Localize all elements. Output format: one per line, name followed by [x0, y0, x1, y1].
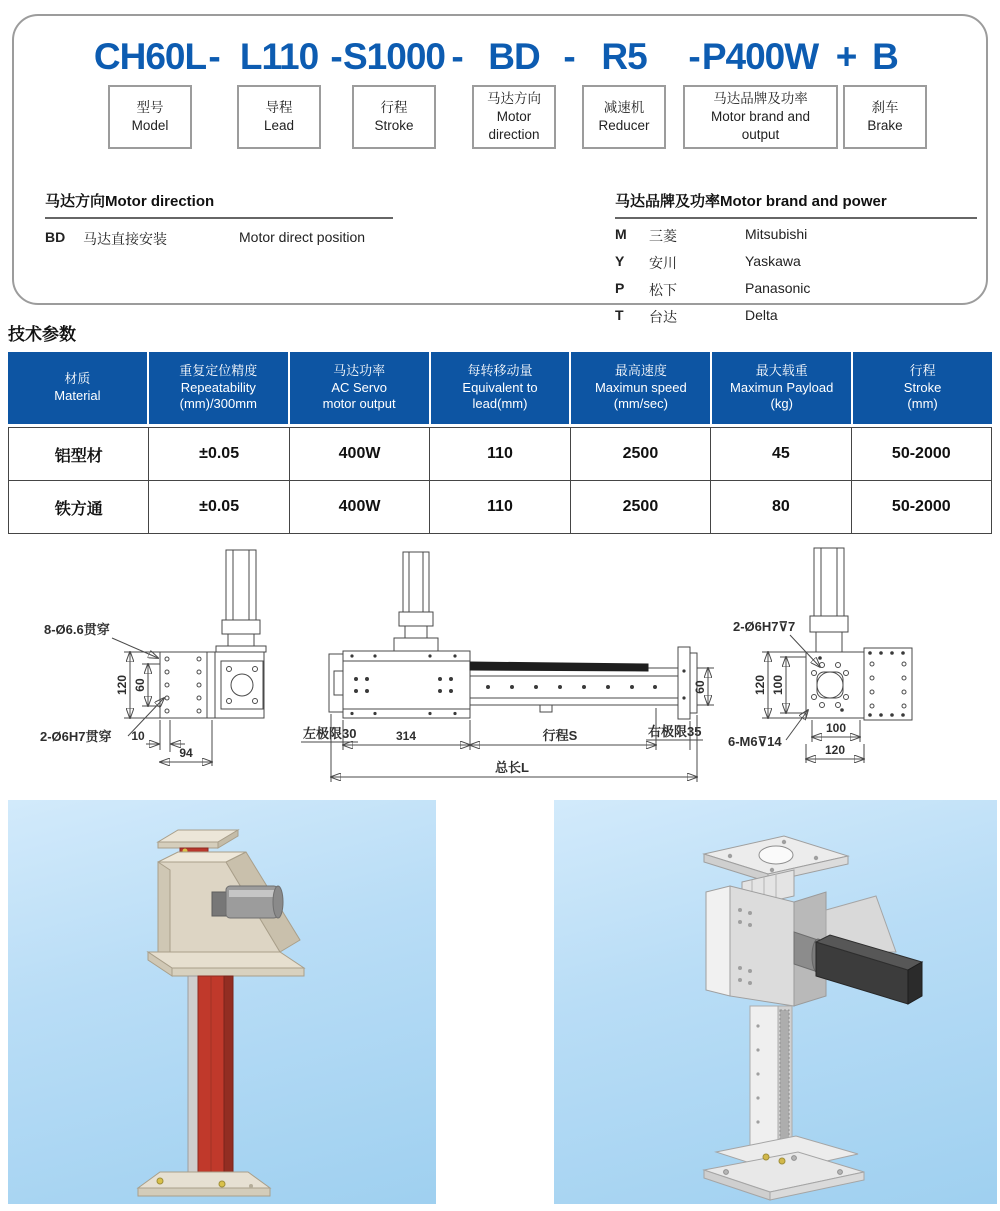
hole-callout: 8-Ø6.6贯穿: [44, 622, 110, 637]
col-en: Material: [54, 388, 101, 403]
specs-table-body: [8, 427, 992, 534]
model-code-segment: L110: [239, 36, 319, 77]
model-code-dash: -: [208, 36, 220, 77]
cell-motor-output: 400W: [290, 481, 429, 533]
column-header: [853, 352, 992, 424]
dim-label: 120: [824, 743, 846, 757]
col-unit: (mm): [907, 396, 938, 412]
motor-brand-row: [615, 253, 977, 273]
col-cn: 最高速度: [614, 362, 667, 378]
legend-en: Motor brand and output: [710, 109, 811, 142]
legend-en: Brake: [867, 118, 903, 133]
hole-callout: 6-M6⊽14: [728, 734, 782, 749]
dim-label: 100: [771, 674, 785, 696]
vertical-actuator-render-gray: [554, 800, 997, 1204]
total-length-label: 总长L: [495, 760, 529, 775]
drawing-end-view: [40, 550, 266, 766]
model-code-segment: S1000: [343, 36, 445, 77]
legend-box-model: [108, 85, 192, 149]
motor-brand-row: [615, 280, 977, 300]
cell-material: 铁方通: [9, 481, 148, 533]
model-code-segment: BD: [488, 36, 540, 77]
dim-label: 60: [133, 678, 147, 692]
option-code: BD: [45, 229, 66, 245]
option-code: P: [615, 280, 625, 296]
col-en: Stroke: [903, 379, 942, 395]
cell-max-payload: 80: [711, 481, 850, 533]
motor-direction-section: [45, 190, 393, 249]
model-code-dash: -: [563, 36, 575, 77]
legend-cn: 型号: [136, 100, 164, 116]
hole-callout: 2-Ø6H7⊽7: [733, 619, 796, 634]
col-cn: 马达功率: [333, 362, 386, 378]
cell-repeatability: ±0.05: [149, 481, 288, 533]
cell-stroke: 50-2000: [852, 481, 991, 533]
cell-max-speed: 2500: [571, 481, 710, 533]
column-header: [571, 352, 710, 424]
legend-en: Motor direction: [488, 109, 540, 142]
model-code-segment: R5: [601, 36, 647, 77]
col-unit: (kg): [770, 396, 793, 412]
option-cn: 安川: [649, 255, 677, 271]
legend-en: Reducer: [598, 118, 650, 133]
legend-box-motor-direction: [472, 85, 556, 149]
dim-label: 10: [131, 729, 145, 743]
col-en: Equivalent to: [462, 379, 538, 395]
drawing-side-view: [301, 552, 714, 782]
cell-material: 铝型材: [9, 428, 148, 480]
option-en: Motor direct position: [239, 229, 366, 245]
specs-table: [8, 352, 992, 534]
col-en: Maximun Payload: [730, 379, 834, 395]
dim-label: 94: [179, 746, 193, 760]
legend-cn: 马达品牌及功率: [713, 91, 808, 107]
motor-brand-row: [615, 307, 977, 327]
legend-en: Model: [131, 118, 169, 133]
option-en: Panasonic: [745, 280, 811, 296]
column-header: [8, 352, 147, 424]
option-cn: 台达: [649, 309, 677, 325]
dim-label: 100: [825, 721, 847, 735]
specs-section-title: 技术参数: [8, 325, 76, 344]
legend-cn: 刹车: [871, 100, 899, 116]
model-code-segment: P400W: [701, 36, 819, 77]
col-cn: 最大载重: [755, 362, 808, 378]
specs-table-header: [8, 352, 992, 424]
option-en: Yaskawa: [745, 253, 801, 269]
option-en: Delta: [745, 307, 778, 323]
dim-label: 120: [115, 674, 129, 696]
col-unit: (mm/sec): [613, 396, 668, 412]
option-cn: 三菱: [649, 228, 677, 244]
option-cn: 松下: [649, 282, 677, 298]
model-code-dash: -: [688, 36, 700, 77]
option-cn: 马达直接安装: [83, 231, 167, 247]
technical-drawings: [0, 540, 1000, 798]
cell-lead: 110: [430, 428, 569, 480]
cell-stroke: 50-2000: [852, 428, 991, 480]
model-code-dash: -: [330, 36, 342, 77]
legend-en: Lead: [263, 118, 295, 133]
col-en: AC Servo: [331, 379, 387, 395]
legend-cn: 行程: [380, 100, 408, 116]
legend-box-stroke: [352, 85, 436, 149]
hole-callout: 2-Ø6H7贯穿: [40, 729, 112, 744]
col-cn: 行程: [909, 362, 936, 378]
cell-max-speed: 2500: [571, 428, 710, 480]
col-en: Repeatability: [180, 379, 256, 395]
motor-direction-row: [45, 229, 393, 249]
dim-label: 60: [693, 680, 707, 694]
legend-box-brake: [843, 85, 927, 149]
column-header: [290, 352, 429, 424]
col-unit: lead(mm): [472, 396, 528, 412]
cell-max-payload: 45: [711, 428, 850, 480]
model-code-segment: CH60L: [93, 36, 207, 77]
cell-motor-output: 400W: [290, 428, 429, 480]
legend-box-lead: [237, 85, 321, 149]
cell-repeatability: ±0.05: [149, 428, 288, 480]
legend-box-motor-brand: [683, 85, 838, 149]
option-code: Y: [615, 253, 625, 269]
motor-brand-row: [615, 226, 977, 246]
model-code-panel: [12, 14, 988, 325]
motor-brand-section: [615, 190, 977, 327]
motor-direction-title: 马达方向Motor direction: [45, 190, 393, 219]
model-code-plus: +: [835, 36, 857, 77]
option-code: T: [615, 307, 624, 323]
legend-cn: 马达方向: [487, 91, 541, 107]
limit-label: 左极限30: [303, 726, 357, 741]
dim-label: 120: [753, 674, 767, 696]
stroke-label: 行程S: [542, 728, 578, 743]
render-panel-right: [554, 800, 997, 1204]
column-header: [431, 352, 570, 424]
col-cn: 每转移动量: [467, 362, 533, 378]
legend-cn: 导程: [265, 100, 293, 116]
col-unit: motor output: [322, 396, 396, 412]
option-en: Mitsubishi: [745, 226, 808, 242]
option-code: M: [615, 226, 627, 242]
drawing-top-view: [728, 548, 912, 763]
col-cn: 重复定位精度: [179, 362, 258, 378]
legend-cn: 减速机: [603, 100, 645, 116]
render-panel-left: [8, 800, 436, 1204]
column-header: [149, 352, 288, 424]
col-unit: (mm)/300mm: [179, 396, 257, 412]
limit-label: 右极限35: [648, 724, 702, 739]
legend-box-reducer: [582, 85, 666, 149]
model-code-dash: -: [451, 36, 463, 77]
vertical-actuator-render-red: [8, 800, 436, 1204]
model-code-segment: B: [872, 36, 898, 77]
legend-en: Stroke: [374, 118, 414, 133]
cell-lead: 110: [430, 481, 569, 533]
dim-label: 314: [395, 729, 417, 743]
column-header: [712, 352, 851, 424]
motor-brand-title: 马达品牌及功率Motor brand and power: [615, 190, 977, 219]
col-cn: 材质: [64, 371, 91, 387]
col-en: Maximun speed: [594, 379, 687, 395]
